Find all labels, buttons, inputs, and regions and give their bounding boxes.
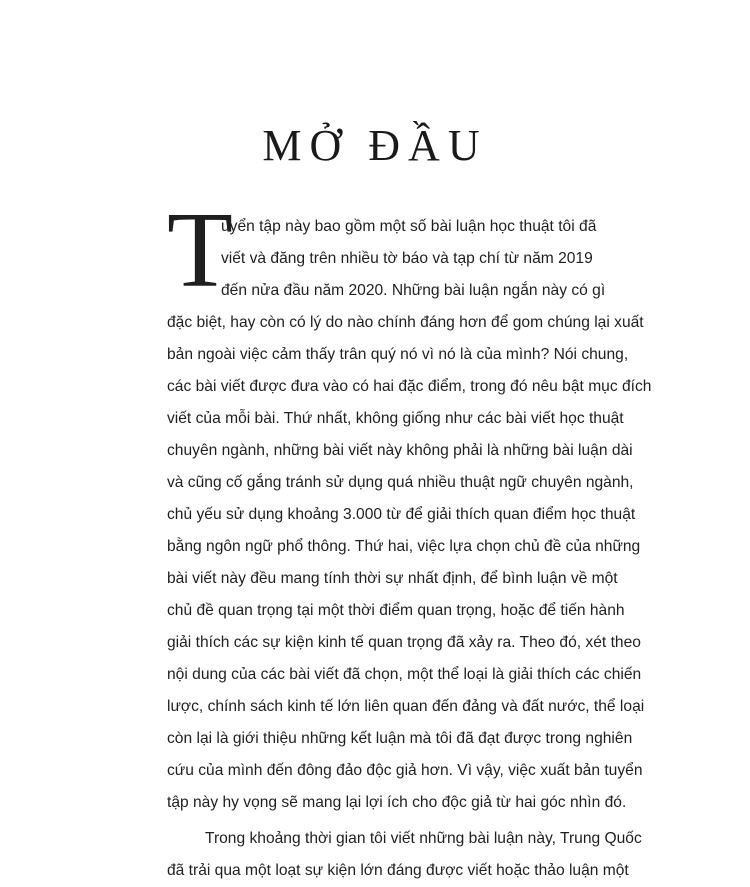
text-line: tập này hy vọng sẽ mang lại lợi ích cho độc giả từ hai góc nhìn đó. [167, 794, 627, 811]
text-line: còn lại là giới thiệu những kết luận mà tôi đã đạt được trong nghiên [167, 730, 633, 747]
paragraph-1 [167, 191, 727, 819]
text-line: nội dung của các bài viết đã chọn, một thể loại là giải thích các chiến [167, 666, 642, 683]
text-line: chủ yếu sử dụng khoảng 3.000 từ để giải thích quan điểm học thuật [167, 506, 636, 523]
text-line: đặc biệt, hay còn có lý do nào chính đáng hơn để gom chúng lại xuất [167, 314, 644, 331]
chapter-heading: MỞ ĐẦU [262, 121, 488, 170]
text-line: đến nửa đầu năm 2020. Những bài luận ngắn này có gì [221, 282, 606, 299]
body-text [167, 191, 727, 887]
drop-cap: T [167, 191, 233, 310]
text-line: giải thích các sự kiện kinh tế quan trọng đã xảy ra. Theo đó, xét theo [167, 634, 641, 651]
text-line: bằng ngôn ngữ phổ thông. Thứ hai, việc lựa chọn chủ đề của những [167, 538, 641, 555]
text-line: viết của mỗi bài. Thứ nhất, không giống như các bài viết học thuật [167, 410, 624, 427]
text-line: cứu của mình đến đông đảo độc giả hơn. Vì vậy, việc xuất bản tuyển [167, 762, 643, 779]
text-line: Trong khoảng thời gian tôi viết những bài luận này, Trung Quốc [205, 830, 642, 847]
text-line: đã trải qua một loạt sự kiện lớn đáng được viết hoặc thảo luận một [167, 862, 629, 879]
text-line: chuyên ngành, những bài viết này không phải là những bài luận dài [167, 442, 633, 459]
text-line: các bài viết được đưa vào có hai đặc điểm, trong đó nêu bật mục đích [167, 378, 652, 395]
text-line: viết và đăng trên nhiều tờ báo và tạp chí từ năm 2019 [221, 250, 593, 267]
text-line: bản ngoài việc cảm thấy trân quý nó vì nó là của mình? Nói chung, [167, 346, 629, 363]
text-line: bài viết này đều mang tính thời sự nhất định, để bình luận về một [167, 570, 618, 587]
paragraph-2 [167, 823, 727, 887]
text-line: và cũng cố gắng tránh sử dụng quá nhiều thuật ngữ chuyên ngành, [167, 474, 634, 491]
text-line: lược, chính sách kinh tế lớn liên quan đến đảng và đất nước, thể loại [167, 698, 645, 715]
text-line: chủ đề quan trọng tại một thời điểm quan trọng, hoặc để tiến hành [167, 602, 625, 619]
text-line: uyển tập này bao gồm một số bài luận học thuật tôi đã [221, 218, 597, 235]
